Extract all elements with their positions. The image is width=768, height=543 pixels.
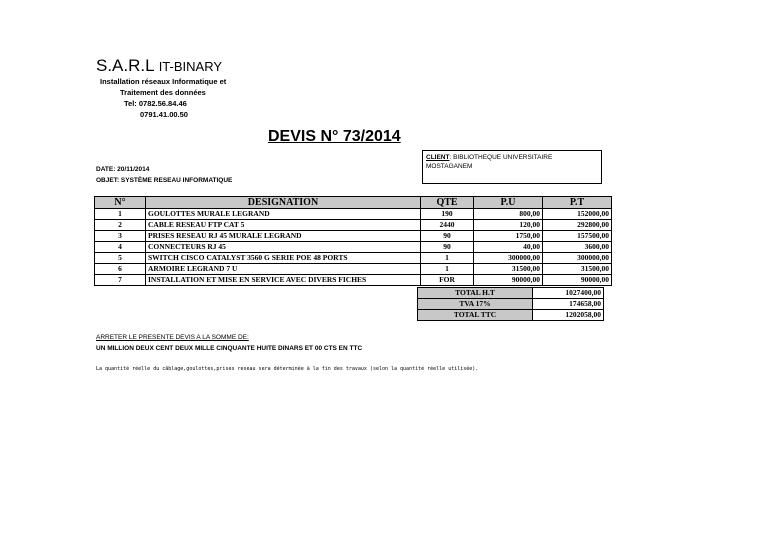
table-row [95,242,612,253]
quantity-note: La quantité réelle du câblage,goulottes,prises reseau sera déterminée à la fin des travaux (selon la quantité réelle utilisée). [96,366,479,372]
company-brand: IT-BINARY [158,59,223,74]
row-qte: 190 [421,209,474,220]
company-legal-form: S.A.R.L [96,56,154,75]
row-pu: 90000,00 [474,275,543,286]
row-num: 3 [95,231,146,242]
row-designation: SWITCH CISCO CATALYST 3560 G SERIE POE 48 PORTS [146,253,421,264]
client-name: : BIBLIOTHEQUE UNIVERSITAIRE [449,154,553,161]
tva-row [418,299,604,310]
client-box [422,150,602,184]
total-ht-label: TOTAL H.T [418,288,533,299]
table-row [95,231,612,242]
total-ttc-label: TOTAL TTC [418,310,533,321]
table-row [95,253,612,264]
header-num: N° [95,197,146,209]
row-qte: 1 [421,264,474,275]
row-qte: FOR [421,275,474,286]
row-pu: 300000,00 [474,253,543,264]
items-table [94,196,612,286]
header-pt: P.T [543,197,612,209]
header-qte: QTE [421,197,474,209]
row-pt: 300000,00 [543,253,612,264]
quote-object: OBJET: SYSTÈME RESEAU INFORMATIQUE [96,177,233,184]
header-designation: DESIGNATION [146,197,421,209]
company-phone-1: Tel: 0782.56.84.46 [124,99,187,108]
client-city: MOSTAGANEM [426,163,473,170]
row-pu: 800,00 [474,209,543,220]
quote-title: DEVIS N° 73/2014 [268,128,401,145]
company-name [96,56,222,76]
total-ht-value: 1027400,00 [533,288,604,299]
row-num: 2 [95,220,146,231]
row-pu: 31500,00 [474,264,543,275]
quote-date: DATE: 20/11/2014 [96,166,150,173]
row-pt: 157500,00 [543,231,612,242]
row-designation: ARMOIRE LEGRAND 7 U [146,264,421,275]
row-num: 6 [95,264,146,275]
company-activity-1: Installation réseaux Informatique et [100,77,227,86]
client-label: CLIENT [426,154,450,161]
total-ttc-row [418,310,604,321]
row-num: 1 [95,209,146,220]
row-pt: 31500,00 [543,264,612,275]
table-row [95,264,612,275]
totals-table [417,287,604,321]
amount-in-words: UN MILLION DEUX CENT DEUX MILLE CINQUANTE HUITE DINARS ET 00 CTS EN TTC [96,345,363,352]
row-qte: 90 [421,242,474,253]
row-designation: GOULOTTES MURALE LEGRAND [146,209,421,220]
row-qte: 90 [421,231,474,242]
tva-value: 174658,00 [533,299,604,310]
row-pt: 292800,00 [543,220,612,231]
row-pu: 120,00 [474,220,543,231]
row-num: 7 [95,275,146,286]
table-row [95,220,612,231]
table-row [95,275,612,286]
row-qte: 1 [421,253,474,264]
row-designation: INSTALLATION ET MISE EN SERVICE AVEC DIVERS FICHES [146,275,421,286]
tva-label: TVA 17% [418,299,533,310]
row-designation: CONNECTEURS RJ 45 [146,242,421,253]
row-designation: CABLE RESEAU FTP CAT 5 [146,220,421,231]
stop-amount-label: ARRETER LE PRESENTE DEVIS A LA SOMME DE: [96,334,249,341]
row-num: 4 [95,242,146,253]
table-row [95,209,612,220]
row-num: 5 [95,253,146,264]
total-ttc-value: 1202058,00 [533,310,604,321]
header-pu: P.U [474,197,543,209]
row-pu: 1750,00 [474,231,543,242]
company-activity-2: Traitement des données [120,88,206,97]
row-pt: 3600,00 [543,242,612,253]
row-designation: PRISES RESEAU RJ 45 MURALE LEGRAND [146,231,421,242]
row-pt: 152000,00 [543,209,612,220]
row-qte: 2440 [421,220,474,231]
table-header-row [95,197,612,209]
company-phone-2: 0791.41.00.50 [140,110,188,119]
row-pu: 40,00 [474,242,543,253]
row-pt: 90000,00 [543,275,612,286]
total-ht-row [418,288,604,299]
